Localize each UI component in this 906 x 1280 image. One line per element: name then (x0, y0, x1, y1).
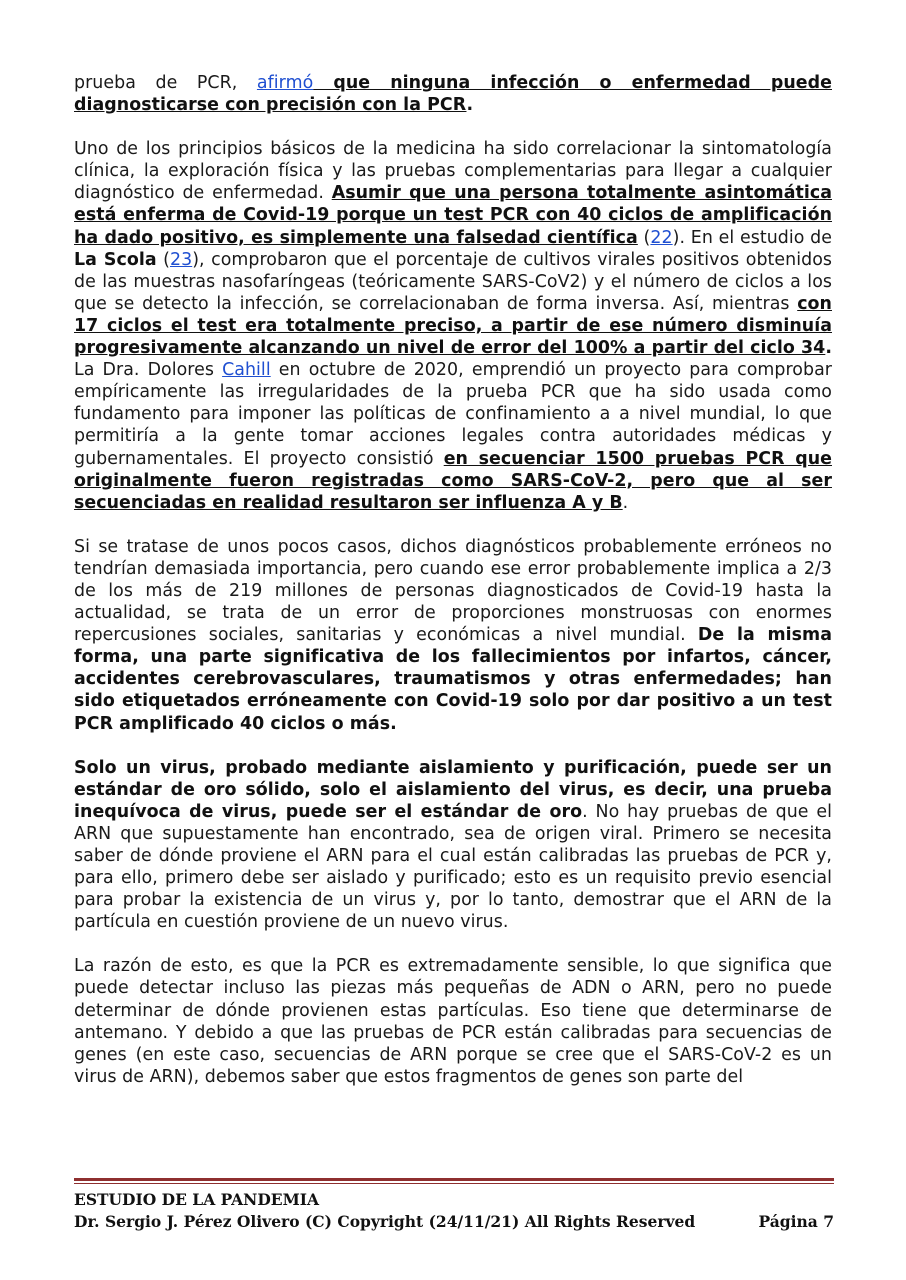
bold-text: . (825, 338, 832, 359)
paragraph-1 (74, 72, 832, 116)
page-number: Página 7 (758, 1212, 834, 1231)
bold-underlined-text: que ninguna infección o enfermedad puede diagnosticarse con precisión con la PCR (74, 73, 832, 116)
text-run: La razón de esto, es que la PCR es extremadamente sensible, lo que significa que puede detectar incluso las piezas más pequeñas de ADN o ARN, pero no puede determinar de dónde provienen estas partículas. Eso tiene que determinarse de antemano. Y debido a que las pruebas de PCR están calibradas para secuencias de genes (en este caso, secuencias de ARN porque se cree que el SARS-CoV-2 es un virus de ARN), debemos saber que estos fragmentos de genes son parte del (74, 956, 832, 1087)
paragraph-2 (74, 138, 832, 514)
bold-text: La Scola (74, 249, 157, 270)
text-run: Si se tratase de unos pocos casos, dichos diagnósticos probablemente erróneos no tendrían demasiada importancia, pero cuando ese error probablemente implica a 2/3 de los más de 219 millones de personas diagnosticados de Covid-19 hasta la actualidad, se trata de un error de proporciones monstruosas con enormes repercusiones sociales, sanitarias y económicas a nivel mundial. (74, 536, 832, 646)
bold-underlined-text: en secuenciar 1500 pruebas PCR que originalmente fueron registradas como SARS-CoV-2, pero que al ser secuenciadas en realidad resultaron ser influenza A y B (74, 448, 832, 513)
text-run: ( (637, 227, 651, 248)
text-run: prueba de PCR, (74, 73, 257, 93)
bold-underlined-text: Asumir que una persona totalmente asintomática está enferma de Covid-19 porque un test PCR con 40 ciclos de amplificación ha dado positivo, es simplemente una falsedad científica (74, 183, 832, 248)
footer-copyright: Dr. Sergio J. Pérez Olivero (C) Copyright (24/11/21) All Rights Reserved (74, 1212, 696, 1231)
footer-row (74, 1211, 834, 1233)
link-cahill[interactable]: Cahill (222, 360, 271, 381)
text-run: La Dra. Dolores (74, 360, 223, 381)
paragraph-5 (74, 955, 832, 1088)
footer-divider (74, 1178, 834, 1184)
footer-title: ESTUDIO DE LA PANDEMIA (74, 1190, 320, 1209)
bold-text: De la misma forma, una parte significativa de los fallecimientos por infartos, cáncer, accidentes cerebrovasculares, traumatismos y otras enfermedades; han sido etiquetados erróneamente con Covid-19 solo por dar positivo a un test PCR amplificado 40 ciclos o más. (74, 625, 832, 734)
reference-link-23[interactable]: 23 (169, 249, 193, 270)
text-run: . (466, 95, 474, 116)
text-run: ), comprobaron que el porcentaje de cultivos virales positivos obtenidos de las muestras nasofaríngeas (teóricamente SARS-CoV2) y el número de ciclos a los que se detecto la infección, se correlacionaban de forma inversa. Así, mientras (74, 249, 832, 314)
paragraph-4 (74, 757, 832, 934)
text-run: en octubre de 2020, emprendió un proyecto para comprobar empíricamente las irregularidades de la prueba PCR que ha sido usada como fundamento para imponer las políticas de confinamiento a a nivel mundial, lo que permitiría a la gente tomar acciones legales contra autoridades médicas y gubernamentales. El proyecto consistió (74, 360, 832, 469)
text-run: ). En el estudio de (672, 227, 833, 248)
page-footer (74, 1189, 834, 1233)
text-run: ( (156, 249, 170, 270)
text-run: . (622, 492, 629, 513)
text-run: . No hay pruebas de que el ARN que supuestamente han encontrado, sea de origen viral. Primero se necesita saber de dónde proviene el ARN para el cual están calibradas las pruebas de PCR y, para ello, primero debe ser aislado y purificado; esto es un requisito previo esencial para probar la existencia de un virus y, por lo tanto, demostrar que el ARN de la partícula en cuestión proviene de un nuevo virus. (74, 801, 833, 933)
reference-link-22[interactable]: 22 (650, 227, 673, 248)
document-body (74, 72, 832, 1110)
paragraph-3 (74, 536, 832, 735)
link-afirmo[interactable]: afirmó (256, 73, 314, 93)
bold-underlined-text: con 17 ciclos el test era totalmente preciso, a partir de ese número disminuía progresivamente alcanzando un nivel de error del 100% a partir del ciclo 34 (74, 293, 832, 359)
bold-text: Solo un virus, probado mediante aislamiento y purificación, puede ser un estándar de oro sólido, solo el aislamiento del virus, es decir, una prueba inequívoca de virus, puede ser el estándar de oro (74, 757, 832, 822)
text-run: Uno de los principios básicos de la medicina ha sido correlacionar la sintomatología clínica, la exploración física y las pruebas complementarias para llegar a cualquier diagnóstico de enfermedad. (74, 139, 832, 204)
